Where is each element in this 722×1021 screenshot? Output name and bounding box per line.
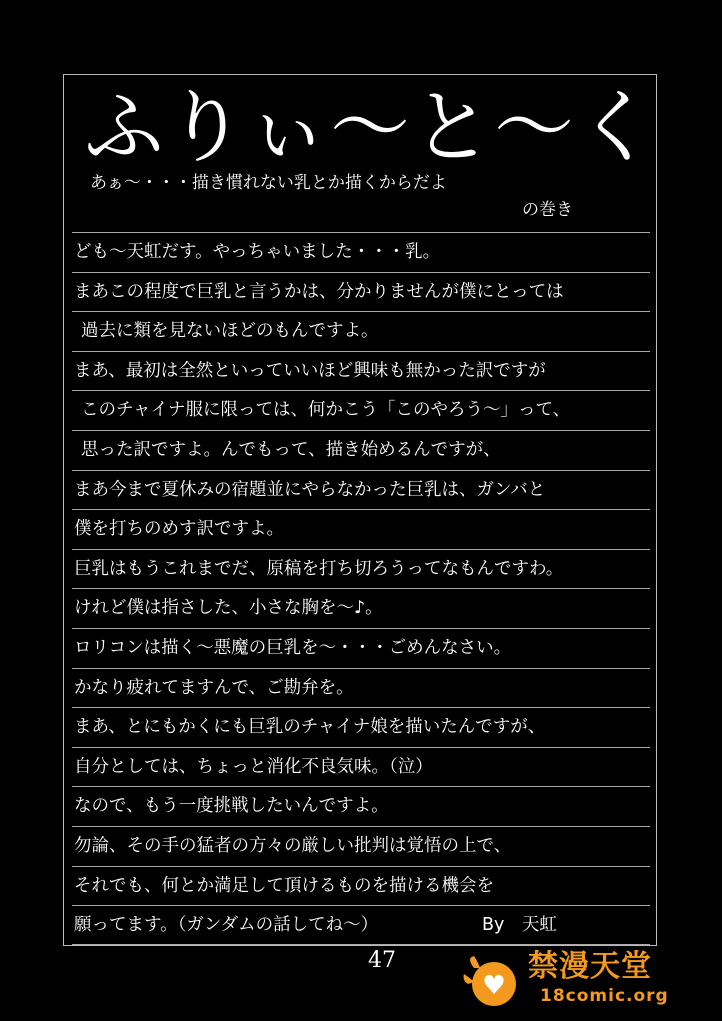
text-line [72, 390, 650, 430]
watermark-logo-icon [460, 954, 524, 1008]
text-line [72, 905, 650, 945]
text-line [72, 549, 650, 589]
page-title: ふりぃ〜と〜く [84, 81, 658, 174]
text-line-content: ども〜天虹だす。やっちゃいました・・・乳。 [74, 242, 441, 262]
watermark-url: 18comic.org [540, 986, 669, 1006]
subtitle-suffix: の巻き [522, 200, 573, 220]
text-line [72, 668, 650, 708]
text-line [72, 232, 650, 272]
text-line [72, 747, 650, 787]
text-line [72, 272, 650, 312]
text-line-content: かなり疲れてますんで、ご勘弁を。 [74, 677, 354, 698]
text-line [72, 826, 650, 866]
text-lines [72, 232, 650, 945]
text-line-content: まあ、とにもかくにも巨乳のチャイナ娘を描いたんですが、 [74, 717, 546, 738]
text-line [72, 509, 650, 549]
text-line-content: 巨乳はもうこれまでだ、原稿を打ち切ろうってなもんですわ。 [74, 558, 564, 579]
text-line [72, 707, 650, 747]
text-line [72, 628, 650, 668]
text-line [72, 311, 650, 351]
page-number: 47 [368, 948, 396, 973]
text-line-content: まあこの程度で巨乳と言うかは、分かりませんが僕にとっては [74, 281, 564, 302]
text-line-content: ロリコンは描く〜悪魔の巨乳を〜・・・ごめんなさい。 [74, 637, 512, 658]
text-line-content: 僕を打ちのめす訳ですよ。 [74, 519, 284, 540]
text-line-content: このチャイナ服に限っては、何かこう「このやろう〜」って、 [81, 400, 571, 421]
text-line-content: 思った訳ですよ。んでもって、描き始めるんですが、 [81, 439, 501, 460]
watermark [460, 948, 700, 1012]
text-line [72, 786, 650, 826]
text-line [72, 588, 650, 628]
text-line-content: 過去に類を見ないほどのもんですよ。 [81, 321, 379, 342]
text-line-content: なので、もう一度挑戦したいんですよ。 [74, 796, 389, 817]
text-line-content: 自分としては、ちょっと消化不良気味。（泣） [74, 756, 433, 777]
text-line-content: それでも、何とか満足して頂けるものを描ける機会を [74, 875, 494, 896]
text-line [72, 866, 650, 906]
text-line-content: まあ、最初は全然といっていいほど興味も無かった訳ですが [74, 360, 546, 381]
text-line [72, 351, 650, 391]
subtitle: あぁ〜・・・描き慣れない乳とか描くからだよ [90, 173, 447, 193]
text-line [72, 430, 650, 470]
signature: By 天虹 [482, 915, 557, 936]
watermark-name: 禁漫天堂 [528, 949, 652, 984]
text-line-content: まあ今まで夏休みの宿題並にやらなかった巨乳は、ガンバと [74, 479, 546, 500]
text-line-content: 願ってます。（ガンダムの話してね〜） [74, 915, 379, 936]
text-line-content: けれど僕は指さした、小さな胸を〜♪。 [74, 598, 383, 619]
text-line-content: 勿論、その手の猛者の方々の厳しい批判は覚悟の上で、 [74, 835, 512, 856]
text-line [72, 470, 650, 510]
